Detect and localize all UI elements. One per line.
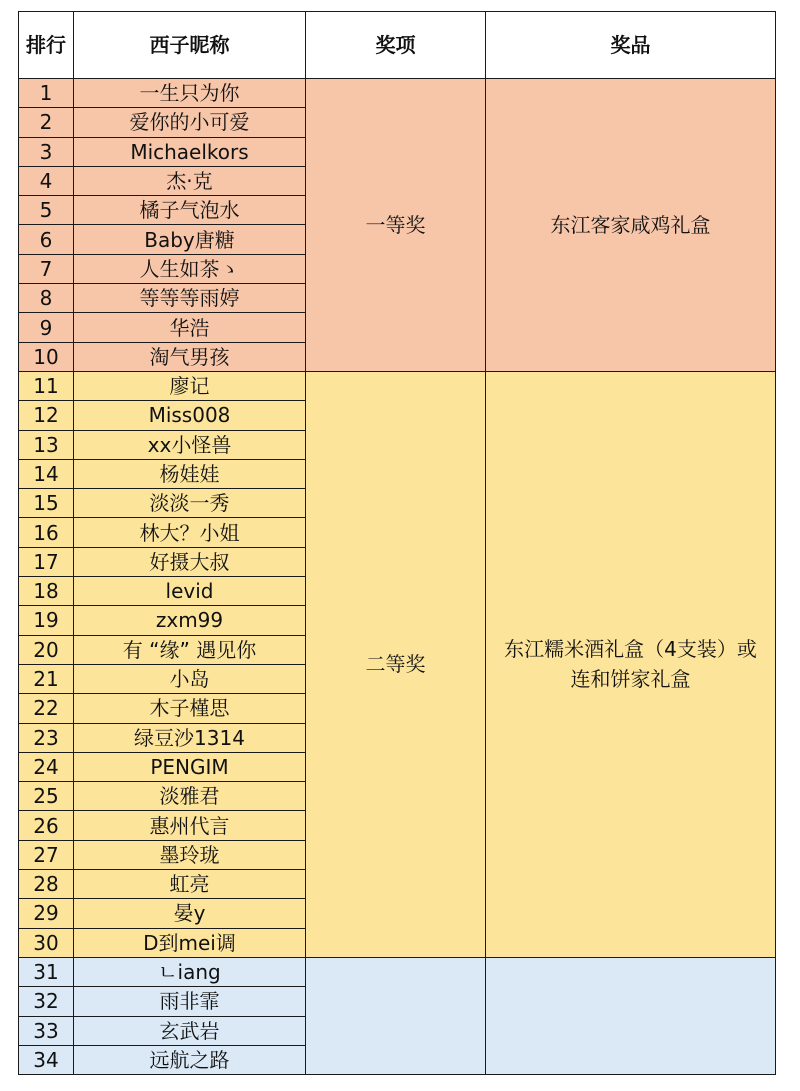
nickname-cell: 林大？小姐 xyxy=(74,518,306,547)
rank-cell: 33 xyxy=(19,1016,74,1045)
rank-cell: 5 xyxy=(19,196,74,225)
nickname-cell: 绿豆沙1314 xyxy=(74,723,306,752)
rank-cell: 19 xyxy=(19,606,74,635)
rank-cell: 23 xyxy=(19,723,74,752)
rank-cell: 13 xyxy=(19,430,74,459)
rank-cell: 14 xyxy=(19,459,74,488)
table-body xyxy=(19,79,776,1075)
nickname-cell: xx小怪兽 xyxy=(74,430,306,459)
nickname-cell: 爱你的小可爱 xyxy=(74,108,306,137)
nickname-cell: 木子槿思 xyxy=(74,694,306,723)
nickname-cell: 小岛 xyxy=(74,664,306,693)
rank-cell: 25 xyxy=(19,782,74,811)
rank-cell: 27 xyxy=(19,840,74,869)
nickname-cell: 玄武岩 xyxy=(74,1016,306,1045)
nickname-cell: 等等等雨婷 xyxy=(74,284,306,313)
table-row xyxy=(19,957,776,986)
prize-line: 东江客家咸鸡礼盒 xyxy=(550,212,711,237)
nickname-cell: levid xyxy=(74,577,306,606)
nickname-cell: 远航之路 xyxy=(74,1045,306,1074)
nickname-cell: 人生如茶ゝ xyxy=(74,254,306,283)
nickname-cell: 廖记 xyxy=(74,371,306,400)
nickname-cell: 华浩 xyxy=(74,313,306,342)
rank-cell: 12 xyxy=(19,401,74,430)
prize-table xyxy=(18,11,776,1075)
rank-cell: 21 xyxy=(19,664,74,693)
nickname-cell: Baby唐糖 xyxy=(74,225,306,254)
nickname-cell: 杰·克 xyxy=(74,166,306,195)
award-cell: 二等奖 xyxy=(306,371,486,957)
prize-line: 东江糯米酒礼盒（4支装）或 xyxy=(504,637,757,662)
rank-cell: 28 xyxy=(19,870,74,899)
rank-cell: 32 xyxy=(19,987,74,1016)
rank-cell: 9 xyxy=(19,313,74,342)
nickname-cell: 惠州代言 xyxy=(74,811,306,840)
prize-cell xyxy=(486,957,776,1074)
rank-cell: 30 xyxy=(19,928,74,957)
nickname-cell: 有 “缘” 遇见你 xyxy=(74,635,306,664)
nickname-cell: 好摄大叔 xyxy=(74,547,306,576)
rank-cell: 4 xyxy=(19,166,74,195)
header-nickname: 西子昵称 xyxy=(74,12,306,79)
rank-cell: 20 xyxy=(19,635,74,664)
rank-cell: 16 xyxy=(19,518,74,547)
prize-cell xyxy=(486,371,776,957)
nickname-cell: 杨娃娃 xyxy=(74,459,306,488)
nickname-cell: 一生只为你 xyxy=(74,79,306,108)
rank-cell: 31 xyxy=(19,957,74,986)
nickname-cell: 淡雅君 xyxy=(74,782,306,811)
nickname-cell: 晏y xyxy=(74,899,306,928)
rank-cell: 1 xyxy=(19,79,74,108)
header-award: 奖项 xyxy=(306,12,486,79)
rank-cell: 26 xyxy=(19,811,74,840)
rank-cell: 17 xyxy=(19,547,74,576)
rank-cell: 3 xyxy=(19,137,74,166)
award-cell xyxy=(306,957,486,1074)
nickname-cell: Miss008 xyxy=(74,401,306,430)
table-row xyxy=(19,79,776,108)
nickname-cell: 淡淡一秀 xyxy=(74,489,306,518)
nickname-cell: zxm99 xyxy=(74,606,306,635)
prize-line: 连和饼家礼盒 xyxy=(570,667,691,692)
rank-cell: 15 xyxy=(19,489,74,518)
rank-cell: 22 xyxy=(19,694,74,723)
header-rank: 排行 xyxy=(19,12,74,79)
nickname-cell: 雨非霏 xyxy=(74,987,306,1016)
header-row xyxy=(19,12,776,79)
rank-cell: 11 xyxy=(19,371,74,400)
rank-cell: 24 xyxy=(19,752,74,781)
nickname-cell: 淘气男孩 xyxy=(74,342,306,371)
rank-cell: 7 xyxy=(19,254,74,283)
rank-cell: 6 xyxy=(19,225,74,254)
rank-cell: 10 xyxy=(19,342,74,371)
nickname-cell: Michaelkors xyxy=(74,137,306,166)
nickname-cell: 虹亮 xyxy=(74,870,306,899)
header-prize: 奖品 xyxy=(486,12,776,79)
nickname-cell: 橘子气泡水 xyxy=(74,196,306,225)
nickname-cell: 墨玲珑 xyxy=(74,840,306,869)
nickname-cell: D到mei调 xyxy=(74,928,306,957)
prize-cell xyxy=(486,79,776,372)
nickname-cell: PENGIM xyxy=(74,752,306,781)
table-row xyxy=(19,371,776,400)
award-cell: 一等奖 xyxy=(306,79,486,372)
rank-cell: 8 xyxy=(19,284,74,313)
rank-cell: 2 xyxy=(19,108,74,137)
nickname-cell: ㄴiang xyxy=(74,957,306,986)
rank-cell: 34 xyxy=(19,1045,74,1074)
rank-cell: 29 xyxy=(19,899,74,928)
rank-cell: 18 xyxy=(19,577,74,606)
